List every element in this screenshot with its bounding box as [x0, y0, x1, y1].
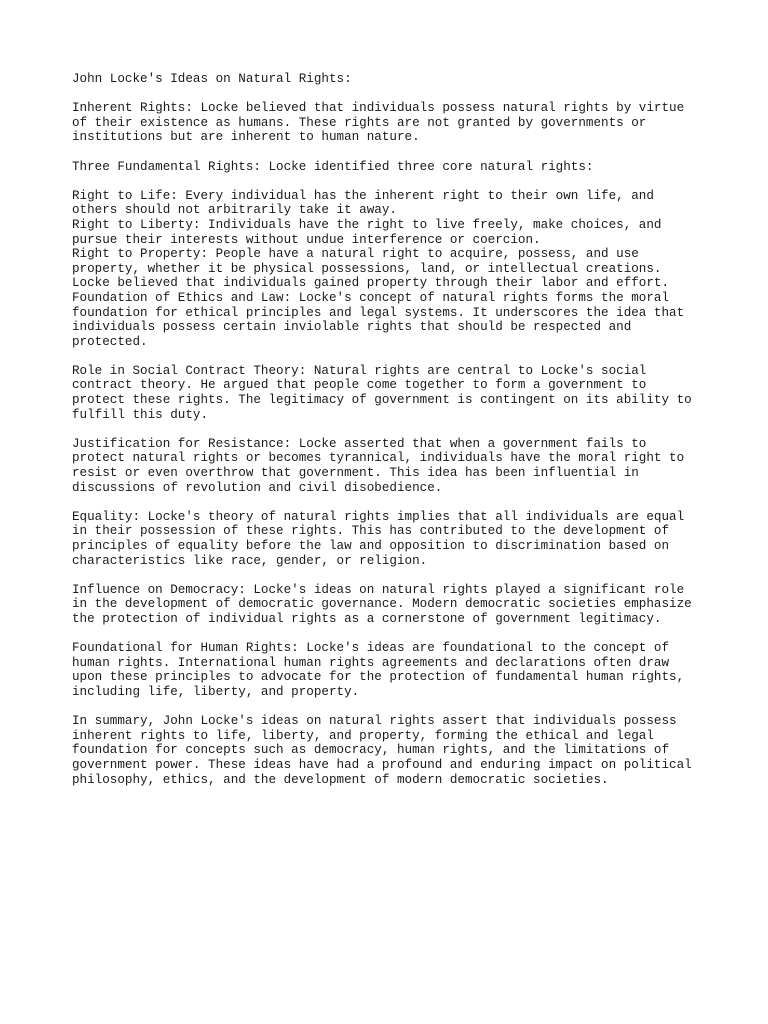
text-line: philosophy, ethics, and the development of modern democratic societies. [72, 772, 609, 787]
text-line: Locke believed that individuals gained property through their labor and effort. [72, 276, 670, 291]
text-line: in the development of democratic governance. Modern democratic societies emphasize [72, 597, 692, 612]
text-line: Foundation of Ethics and Law: Locke's concept of natural rights forms the moral [72, 290, 670, 305]
paragraph [72, 101, 712, 145]
text-line: fulfill this duty. [72, 407, 209, 422]
text-line: Right to Liberty: Individuals have the right to live freely, make choices, and [72, 217, 662, 232]
text-line: discussions of revolution and civil disobedience. [72, 480, 443, 495]
text-line: including life, liberty, and property. [72, 684, 360, 699]
text-line: others should not arbitrarily take it away. [72, 203, 397, 218]
text-line: contract theory. He argued that people come together to form a government to [72, 378, 647, 393]
text-line: Justification for Resistance: Locke asserted that when a government fails to [72, 436, 647, 451]
text-line: institutions but are inherent to human nature. [72, 130, 420, 145]
text-line: Right to Life: Every individual has the inherent right to their own life, and [72, 188, 654, 203]
document-heading: John Locke's Ideas on Natural Rights: [72, 72, 352, 86]
document-body [72, 72, 712, 802]
text-line: foundation for ethical principles and legal systems. It underscores the idea that [72, 305, 685, 320]
paragraph-list [72, 101, 712, 787]
text-line: property, whether it be physical possessions, land, or intellectual creations. [72, 261, 662, 276]
text-line: inherent rights to life, liberty, and property, forming the ethical and legal [72, 728, 654, 743]
paragraph [72, 160, 712, 175]
text-line: Inherent Rights: Locke believed that individuals possess natural rights by virtue [72, 101, 685, 116]
text-line: upon these principles to advocate for the protection of fundamental human rights, [72, 670, 685, 685]
text-line: government power. These ideas have had a profound and enduring impact on political [72, 757, 692, 772]
text-line: foundation for concepts such as democracy, human rights, and the limitations of [72, 743, 670, 758]
text-line: pursue their interests without undue interference or coercion. [72, 232, 541, 247]
text-line: the protection of individual rights as a cornerstone of government legitimacy. [72, 611, 662, 626]
paragraph [72, 641, 712, 699]
text-line: in their possession of these rights. This has contributed to the development of [72, 524, 670, 539]
paragraph [72, 510, 712, 568]
text-line: In summary, John Locke's ideas on natural rights assert that individuals possess [72, 714, 677, 729]
text-line: Influence on Democracy: Locke's ideas on natural rights played a significant role [72, 582, 685, 597]
text-line: Equality: Locke's theory of natural rights implies that all individuals are equal [72, 509, 685, 524]
paragraph [72, 189, 712, 350]
text-line: human rights. International human rights agreements and declarations often draw [72, 655, 670, 670]
paragraph [72, 714, 712, 787]
text-line: individuals possess certain inviolable rights that should be respected and [72, 320, 632, 335]
text-line: principles of equality before the law and opposition to discrimination based on [72, 539, 670, 553]
paragraph [72, 437, 712, 495]
text-line: protect natural rights or becomes tyrannical, individuals have the moral right to [72, 451, 685, 466]
paragraph [72, 364, 712, 422]
text-line: Role in Social Contract Theory: Natural rights are central to Locke's social [72, 363, 647, 378]
paragraph [72, 583, 712, 627]
text-line: Foundational for Human Rights: Locke's ideas are foundational to the concept of [72, 641, 670, 656]
text-line: protect these rights. The legitimacy of government is contingent on its ability to [72, 393, 692, 408]
text-line: protected. [72, 334, 148, 349]
text-line: of their existence as humans. These rights are not granted by governments or [72, 115, 647, 130]
text-line: resist or even overthrow that government. This idea has been influential in [72, 466, 639, 481]
text-line: Right to Property: People have a natural right to acquire, possess, and use [72, 247, 639, 262]
text-line: Three Fundamental Rights: Locke identified three core natural rights: [72, 159, 594, 174]
text-line: characteristics like race, gender, or religion. [72, 553, 428, 568]
